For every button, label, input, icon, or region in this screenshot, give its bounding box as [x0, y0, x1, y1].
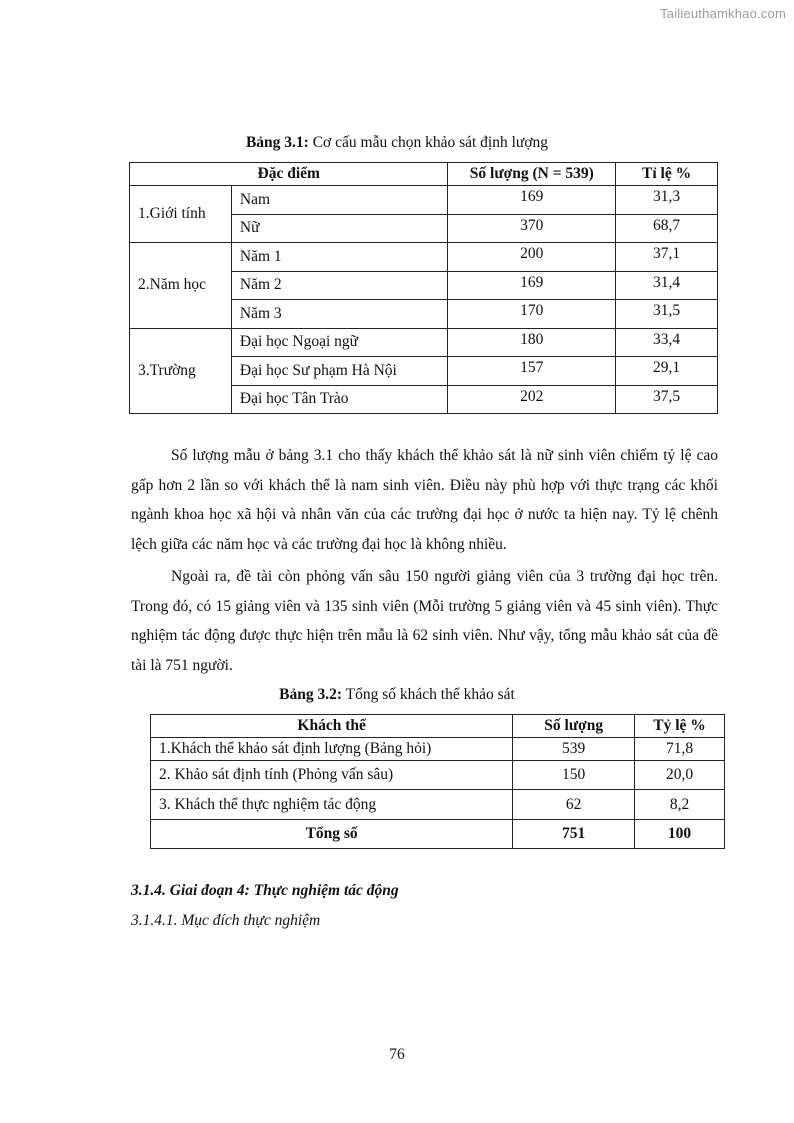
paragraph-interview-info: Ngoài ra, đề tài còn phỏng vấn sâu 150 người giảng viên của 3 trường đại học trên. Trong đó, có 15 giảng viên và 135 sinh viên (Mỗi trường 5 giảng viên và 45 sinh viên). Thực nghiệm tác động được thực hiện trên mẫu là 62 sinh viên. Như vậy, tổng mẫu khảo sát của đề tài là 751 người. [131, 568, 718, 674]
group-label: 2.Năm học [130, 243, 232, 329]
row-count: 169 [448, 271, 616, 300]
table-row [151, 761, 725, 790]
row-percent: 29,1 [616, 357, 718, 386]
table2-caption-text: Tổng số khách thể khảo sát [342, 686, 515, 703]
total-count: 751 [513, 820, 635, 849]
table2-caption [0, 686, 794, 704]
group-label: 1.Giới tính [130, 186, 232, 243]
table1-header-percent: Tỉ lệ % [616, 163, 718, 186]
row-count: 202 [448, 385, 616, 414]
row-name: Năm 2 [231, 271, 448, 300]
table1-header-count: Số lượng (N = 539) [448, 163, 616, 186]
table1-caption-text: Cơ cấu mẫu chọn khảo sát định lượng [308, 134, 549, 151]
table1-header-characteristic: Đặc điểm [130, 163, 448, 186]
row-count: 539 [513, 738, 635, 761]
row-percent: 37,1 [616, 243, 718, 272]
row-count: 62 [513, 790, 635, 820]
paragraph-sample-analysis: Số lượng mẫu ở bảng 3.1 cho thấy khách thể khảo sát là nữ sinh viên chiếm tỷ lệ cao gấp hơn 2 lần so với khách thể là nam sinh viên. Điều này phù hợp với thực trạng các khối ngành khoa học xã hội và nhân văn của các trường đại học ở nước ta hiện nay. Tỷ lệ chênh lệch giữa các năm học và các trường đại học là không nhiều. [131, 447, 718, 553]
row-percent: 31,3 [616, 186, 718, 215]
row-count: 169 [448, 186, 616, 215]
row-name: Năm 1 [231, 243, 448, 272]
row-percent: 20,0 [635, 761, 725, 790]
row-name: Nam [231, 186, 448, 215]
row-name: 1.Khách thể khảo sát định lượng (Bảng hỏi) [151, 738, 513, 761]
row-percent: 8,2 [635, 790, 725, 820]
row-percent: 71,8 [635, 738, 725, 761]
row-count: 200 [448, 243, 616, 272]
table2-header-count: Số lượng [513, 715, 635, 738]
table-row [130, 243, 718, 272]
row-count: 170 [448, 300, 616, 329]
section-heading: 3.1.4. Giai đoạn 4: Thực nghiệm tác động [131, 882, 399, 899]
watermark: Tailieuthamkhao.com [660, 6, 786, 21]
row-count: 370 [448, 214, 616, 243]
row-name: Đại học Ngoại ngữ [231, 328, 448, 357]
group-label: 3.Trường [130, 328, 232, 414]
row-name: 3. Khách thể thực nghiệm tác động [151, 790, 513, 820]
table2-caption-label: Bảng 3.2: [279, 686, 343, 703]
table-row [151, 738, 725, 761]
row-percent: 31,5 [616, 300, 718, 329]
table1-caption-label: Bảng 3.1: [245, 134, 309, 151]
row-count: 180 [448, 328, 616, 357]
subsection-heading: 3.1.4.1. Mục đích thực nghiệm [131, 912, 321, 929]
row-count: 157 [448, 357, 616, 386]
row-percent: 68,7 [616, 214, 718, 243]
table-row-total [151, 820, 725, 849]
table2-header-subject: Khách thể [151, 715, 513, 738]
row-name: 2. Khảo sát định tính (Phỏng vấn sâu) [151, 761, 513, 790]
row-name: Năm 3 [231, 300, 448, 329]
row-percent: 31,4 [616, 271, 718, 300]
sample-structure-table [129, 162, 718, 414]
table1-caption [0, 134, 794, 152]
row-count: 150 [513, 761, 635, 790]
row-percent: 33,4 [616, 328, 718, 357]
total-percent: 100 [635, 820, 725, 849]
table-row [151, 790, 725, 820]
row-name: Đại học Sư phạm Hà Nội [231, 357, 448, 386]
table2-header-percent: Tỷ lệ % [635, 715, 725, 738]
total-subjects-table [150, 714, 725, 849]
table-row [130, 328, 718, 357]
row-percent: 37,5 [616, 385, 718, 414]
row-name: Nữ [231, 214, 448, 243]
table-row [130, 186, 718, 215]
total-label: Tổng số [151, 820, 513, 849]
row-name: Đại học Tân Trào [231, 385, 448, 414]
page-number: 76 [389, 1046, 405, 1063]
